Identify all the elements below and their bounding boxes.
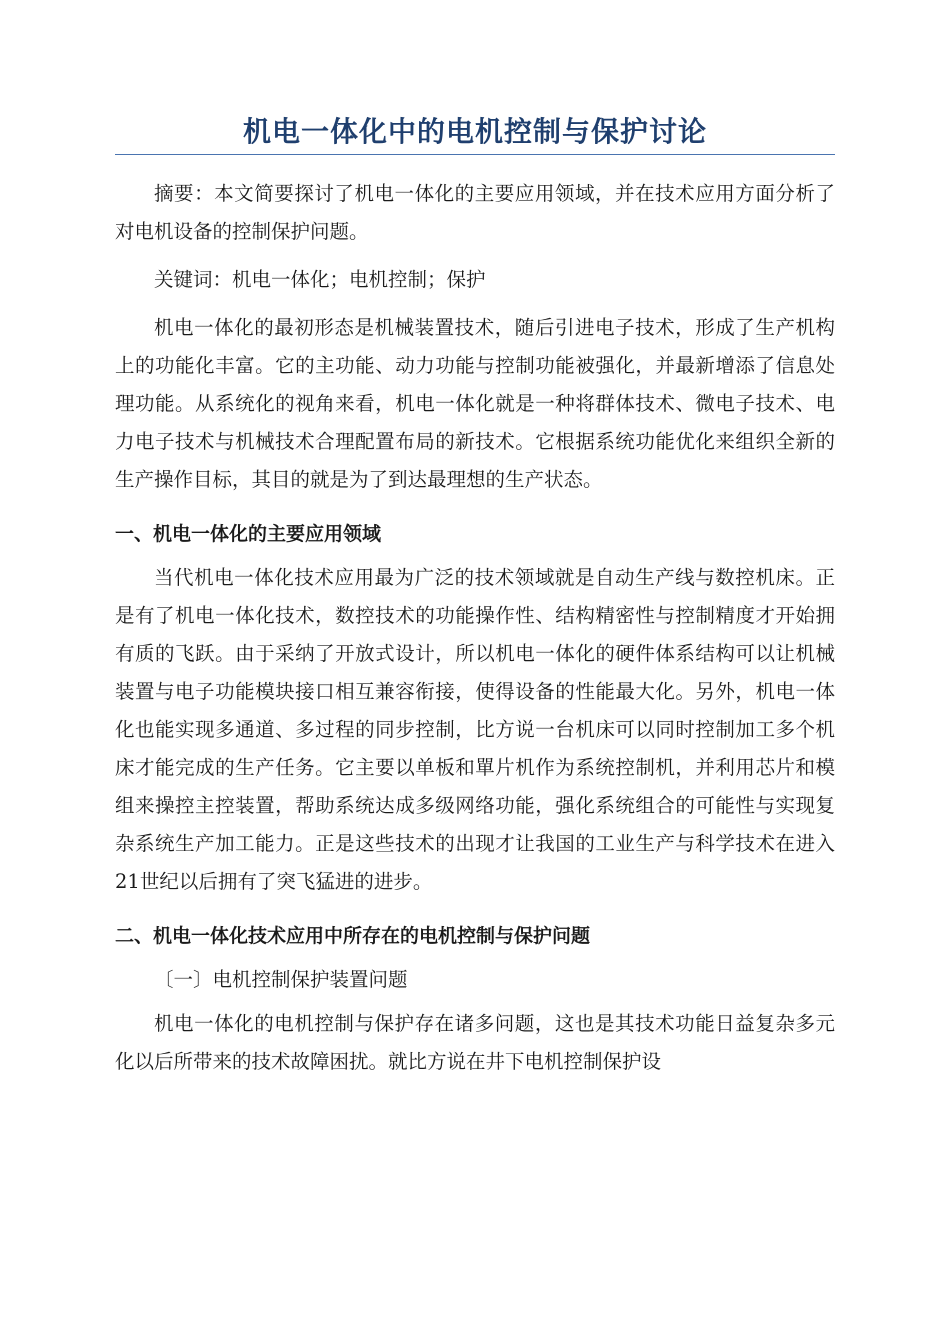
keywords-line: 关键词：机电一体化；电机控制；保护	[154, 268, 486, 291]
abstract-paragraph: 摘要：本文简要探讨了机电一体化的主要应用领域，并在技术应用方面分析了对电机设备的控制保护问题。	[115, 182, 835, 243]
section-paragraph: 当代机电一体化技术应用最为广泛的技术领域就是自动生产线与数控机床。正是有了机电一体化技术，数控技术的功能操作性、结构精密性与控制精度才开始拥有质的飞跃。由于采纳了开放式设计，所以机电一体化的硬件体系结构可以让机械装置与电子功能模块接口相互兼容衔接，使得设备的性能最大化。另外，机电一体化也能实现多通道、多过程的同步控制，比方说一台机床可以同时控制加工多个机床才能完成的生产任务。它主要以单板和單片机作为系统控制机，并利用芯片和模组来操控主控装置，帮助系统达成多级网络功能，强化系统组合的可能性与实现复杂系统生产加工能力。正是这些技术的出现才让我国的工业生产与科学技术在进入21世纪以后拥有了突飞猛进的进步。	[115, 566, 835, 893]
intro-paragraph: 机电一体化的最初形态是机械装置技术，随后引进电子技术，形成了生产机构上的功能化丰富。它的主功能、动力功能与控制功能被强化，并最新增添了信息处理功能。从系统化的视角来看，机电一体化就是一种将群体技术、微电子技术、电力电子技术与机械技术合理配置布局的新技术。它根据系统功能优化来组织全新的生产操作目标，其目的就是为了到达最理想的生产状态。	[115, 316, 835, 491]
section-application-fields	[115, 515, 835, 901]
subsection-heading: 〔一〕电机控制保护装置问题	[154, 968, 408, 991]
section-control-protection-problems	[115, 917, 835, 1081]
section-heading: 二、机电一体化技术应用中所存在的电机控制与保护问题	[115, 925, 591, 947]
document-page	[115, 112, 835, 1081]
section-paragraph: 机电一体化的电机控制与保护存在诸多问题，这也是其技术功能日益复杂多元化以后所带来的技术故障困扰。就比方说在井下电机控制保护设	[115, 1012, 835, 1073]
section-heading: 一、机电一体化的主要应用领域	[115, 523, 382, 545]
document-title: 机电一体化中的电机控制与保护讨论	[115, 112, 835, 155]
